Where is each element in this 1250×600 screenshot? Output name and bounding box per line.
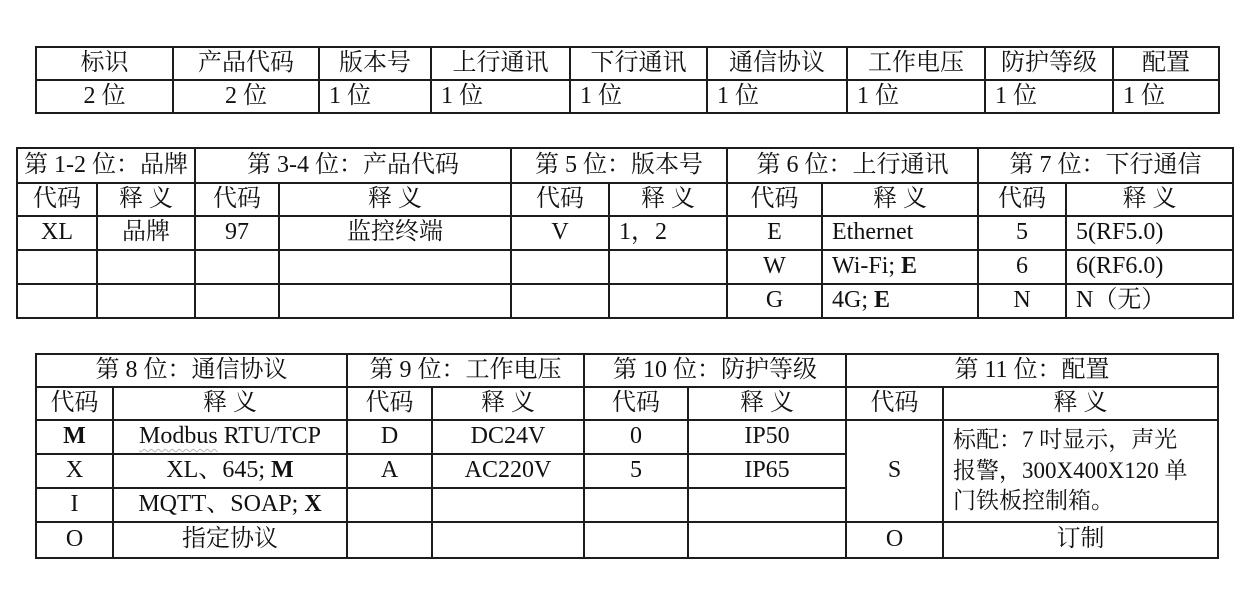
cell-text: 6(RF6.0) [1076,253,1164,280]
cell-text: 代码 [612,389,660,416]
cell-text: 释 义 [203,389,257,416]
cell-text: 2 位 [225,82,267,109]
positions-1-7-code-table [16,147,1234,319]
table-cell [584,488,688,522]
table-cell [432,420,584,454]
text-run: X [304,491,322,518]
table-cell [511,284,609,318]
table-cell [195,284,279,318]
table-cell [511,216,609,250]
table-cell [584,522,688,558]
table-cell [279,250,511,284]
table-cell [609,250,727,284]
table-cell [97,250,195,284]
table-cell [1066,183,1233,216]
table-row [36,522,1218,558]
cell-text: 1 位 [995,82,1037,109]
cell-text: 标识 [80,49,129,76]
cell-text: 5 [1016,219,1028,246]
table-cell [846,387,943,420]
cell-text: 订制 [1056,526,1105,553]
cell-text: 1，2 [619,219,667,246]
table-cell [36,488,113,522]
cell-text: 代码 [50,389,99,416]
table-cell [978,284,1066,318]
table-cell [688,488,846,522]
cell-text: V [551,219,569,246]
table-cell [113,454,347,488]
table1-grid [35,46,1220,114]
cell-text: 代码 [750,185,799,212]
table-cell [978,148,1233,183]
cell-text: G [765,287,784,314]
table-cell [36,387,113,420]
table-cell [432,454,584,488]
cell-text: 第 7 位：下行通信 [1009,151,1202,178]
table-cell [97,183,195,216]
table-cell [943,522,1218,558]
table-cell [688,522,846,558]
cell-text: 代码 [536,185,584,212]
cell-text: 第 10 位：防护等级 [613,356,817,383]
table-cell [36,420,113,454]
table-cell [97,284,195,318]
cell-text: 第 3-4 位：产品代码 [247,151,459,178]
table-cell [584,420,688,454]
table-cell [347,522,432,558]
cell-text: 97 [225,219,249,246]
table-cell [279,216,511,250]
table-cell [195,216,279,250]
cell-text: N [1013,287,1031,314]
table-cell [1113,80,1219,113]
text-run: RTU/TCP [217,423,321,450]
table-cell [36,354,347,387]
positions-8-11-code-table [35,353,1219,559]
cell-text: 2 位 [83,82,126,109]
table-cell [432,488,584,522]
table-row [36,354,1218,387]
table-cell [347,354,584,387]
table-cell [511,250,609,284]
text-line: 门铁板控制箱。 [953,488,1114,514]
text-run: E [901,253,918,280]
text-run: MQTT、SOAP; [138,491,305,518]
table-cell [173,47,319,80]
cell-text: 指定协议 [182,526,278,553]
table-cell [36,454,113,488]
table-cell [570,47,707,80]
table-cell [36,80,173,113]
cell-text: 第 6 位：上行通讯 [756,151,949,178]
table-cell [279,284,511,318]
cell-text: 释 义 [1053,389,1108,416]
cell-text: AC220V [464,457,552,484]
table-row [36,80,1219,113]
cell-text: 上行通讯 [452,49,549,76]
table-cell [822,183,978,216]
table-cell [978,250,1066,284]
cell-text: 释 义 [873,185,927,212]
field-length-overview-table [35,46,1220,114]
cell-text: 代码 [870,389,919,416]
text-line: 报警，300X400X120 单 [953,457,1188,483]
table-cell [847,80,985,113]
table-cell [822,284,978,318]
table-cell [195,148,511,183]
table-cell [113,488,347,522]
table-cell [688,387,846,420]
table-cell [707,47,847,80]
table-cell [347,387,432,420]
cell-text: 0 [630,423,642,450]
table-row [17,148,1233,183]
table-cell [347,454,432,488]
table-cell [609,216,727,250]
cell-text: 1 位 [857,82,899,109]
table-cell [17,183,97,216]
table-cell [347,420,432,454]
cell-text: XL [41,219,73,246]
table-cell [36,522,113,558]
table-cell [173,80,319,113]
cell-text: 5(RF5.0) [1076,219,1164,246]
cell-text: 释 义 [368,185,422,212]
table-cell [584,354,846,387]
table-cell [347,488,432,522]
text-run: Modbus [139,423,218,450]
table-cell [431,80,570,113]
cell-text: N（无） [1076,287,1166,314]
table-cell [1066,284,1233,318]
table-cell [985,80,1113,113]
table-cell [822,216,978,250]
table-cell [688,420,846,454]
cell-text: 版本号 [339,49,411,76]
table-cell [822,250,978,284]
table-cell [432,387,584,420]
cell-text: 代码 [213,185,261,212]
table-cell [279,183,511,216]
table-cell [570,80,707,113]
table-cell [113,387,347,420]
table-cell [846,354,1218,387]
cell-text: E [767,219,782,246]
table-cell [17,250,97,284]
cell-text: M [63,423,86,450]
table-cell [978,216,1066,250]
table-cell [432,522,584,558]
cell-text: 第 8 位：通信协议 [95,356,288,383]
table-cell [1066,250,1233,284]
table-cell [584,387,688,420]
cell-text: 代码 [365,389,414,416]
cell-text: 通信协议 [729,49,825,76]
text-run: E [874,287,891,314]
cell-text: 第 9 位：工作电压 [369,356,562,383]
cell-text: DC24V [470,423,546,450]
cell-text: 6 [1016,253,1028,280]
table-cell [584,454,688,488]
cell-text: 1 位 [1123,82,1165,109]
table-cell [97,216,195,250]
table-row [17,183,1233,216]
cell-text: O [885,526,904,553]
table-cell [985,47,1113,80]
cell-text: 第 11 位：配置 [954,356,1110,383]
cell-text: 1 位 [717,82,759,109]
table-cell [511,183,609,216]
table-cell [113,522,347,558]
table-cell [707,80,847,113]
table-row [17,284,1233,318]
cell-text: 工作电压 [868,49,964,76]
table-row [17,250,1233,284]
table-cell [688,454,846,488]
table2-grid [16,147,1234,319]
table-cell [1066,216,1233,250]
cell-text: 监控终端 [347,219,443,246]
table-cell [846,522,943,558]
table-row [17,216,1233,250]
text-run: 4G; [832,287,874,314]
table-cell [36,47,173,80]
cell-text: 第 1-2 位：品牌 [24,151,188,178]
table-row [36,420,1218,454]
cell-text: 第 5 位：版本号 [535,151,703,178]
table-cell [727,183,822,216]
table-cell [943,420,1218,522]
table-cell [727,284,822,318]
table-cell [609,284,727,318]
cell-text: 5 [630,457,642,484]
table-cell [727,148,978,183]
cell-text: 1 位 [329,82,371,109]
text-line: 标配：7 吋显示，声光 [953,426,1178,452]
table-cell [609,183,727,216]
cell-text: 1 位 [441,82,483,109]
cell-text: 产品代码 [198,49,294,76]
cell-text: 下行通讯 [590,49,687,76]
table-cell [943,387,1218,420]
cell-text: IP50 [744,423,790,450]
table-cell [113,420,347,454]
cell-text: 代码 [33,185,81,212]
cell-text: 释 义 [1122,185,1177,212]
text-run: XL、645; [166,457,271,484]
table-row [36,47,1219,80]
cell-text: I [70,491,79,518]
table-cell [195,250,279,284]
cell-text: X [65,457,84,484]
text-run: M [271,457,294,484]
table-cell [319,80,431,113]
cell-text: Ethernet [832,219,914,246]
cell-text: 防护等级 [1001,49,1097,76]
cell-text: 品牌 [122,219,170,246]
table-cell [727,250,822,284]
cell-text: A [380,457,399,484]
table-cell [17,284,97,318]
cell-text: D [380,423,399,450]
table-cell [1113,47,1219,80]
cell-text: 配置 [1142,49,1190,76]
table-cell [319,47,431,80]
table-cell [727,216,822,250]
table-row [36,387,1218,420]
cell-text: W [763,253,786,280]
cell-text: 1 位 [580,82,622,109]
table-cell [978,183,1066,216]
cell-text: IP65 [744,457,790,484]
table-cell [431,47,570,80]
table-cell [511,148,727,183]
table-cell [847,47,985,80]
cell-text: 释 义 [119,185,173,212]
table-cell [17,216,97,250]
cell-text: 代码 [998,185,1046,212]
cell-text: O [65,526,84,553]
table-cell [846,420,943,522]
text-run: Wi-Fi; [832,253,902,280]
cell-text: 释 义 [740,389,794,416]
table-cell [195,183,279,216]
table-cell [17,148,195,183]
cell-text: 释 义 [641,185,695,212]
table3-grid [35,353,1219,559]
cell-text: S [887,457,902,484]
cell-text: 释 义 [481,389,535,416]
